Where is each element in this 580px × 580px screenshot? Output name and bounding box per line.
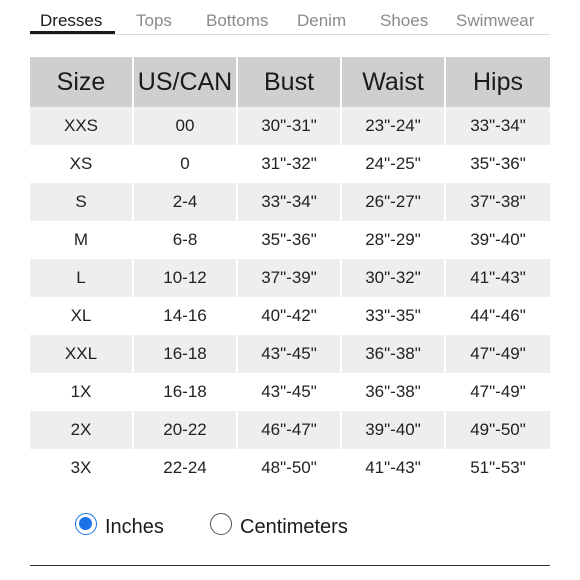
cell-hips: 47"-49" [446, 335, 550, 373]
cell-us-can: 6-8 [134, 221, 238, 259]
cell-size: XXS [30, 107, 134, 145]
tab-shoes[interactable]: Shoes [380, 11, 429, 30]
cell-hips: 44"-46" [446, 297, 550, 335]
cell-bust: 33"-34" [238, 183, 342, 221]
cell-hips: 39"-40" [446, 221, 550, 259]
table-row [30, 145, 550, 183]
cell-bust: 30"-31" [238, 107, 342, 145]
table-row [30, 411, 550, 449]
cell-bust: 37"-39" [238, 259, 342, 297]
cell-bust: 48"-50" [238, 449, 342, 487]
unit-option-centimeters[interactable] [210, 508, 348, 539]
cell-hips: 41"-43" [446, 259, 550, 297]
cell-hips: 49"-50" [446, 411, 550, 449]
unit-selector [75, 508, 495, 540]
cell-waist: 28"-29" [342, 221, 446, 259]
cell-bust: 31"-32" [238, 145, 342, 183]
column-header-bust: Bust [238, 57, 342, 107]
cell-us-can: 0 [134, 145, 238, 183]
table-row [30, 449, 550, 487]
cell-bust: 43"-45" [238, 373, 342, 411]
centimeters-radio[interactable] [210, 513, 232, 535]
tab-tops[interactable]: Tops [136, 11, 172, 30]
cell-waist: 36"-38" [342, 373, 446, 411]
cell-size: XL [30, 297, 134, 335]
column-header-us-can: US/CAN [134, 57, 238, 107]
tab-swimwear[interactable]: Swimwear [456, 11, 535, 30]
cell-us-can: 14-16 [134, 297, 238, 335]
cell-bust: 35"-36" [238, 221, 342, 259]
active-tab-indicator [30, 31, 115, 34]
cell-us-can: 16-18 [134, 335, 238, 373]
cell-size: XS [30, 145, 134, 183]
table-row [30, 373, 550, 411]
cell-us-can: 00 [134, 107, 238, 145]
cell-size: M [30, 221, 134, 259]
cell-size: 3X [30, 449, 134, 487]
table-row [30, 259, 550, 297]
cell-waist: 41"-43" [342, 449, 446, 487]
cell-waist: 23"-24" [342, 107, 446, 145]
table-row [30, 107, 550, 145]
cell-size: 1X [30, 373, 134, 411]
cell-waist: 33"-35" [342, 297, 446, 335]
tab-bottoms[interactable]: Bottoms [206, 11, 269, 30]
table-row [30, 183, 550, 221]
bottom-divider [30, 565, 550, 566]
cell-waist: 30"-32" [342, 259, 446, 297]
cell-bust: 40"-42" [238, 297, 342, 335]
cell-hips: 51"-53" [446, 449, 550, 487]
cell-waist: 39"-40" [342, 411, 446, 449]
tab-denim[interactable]: Denim [297, 11, 347, 30]
cell-size: 2X [30, 411, 134, 449]
unit-option-inches[interactable] [75, 508, 164, 539]
cell-bust: 46"-47" [238, 411, 342, 449]
cell-us-can: 16-18 [134, 373, 238, 411]
cell-size: XXL [30, 335, 134, 373]
cell-us-can: 2-4 [134, 183, 238, 221]
table-row [30, 297, 550, 335]
table-header-row [30, 57, 550, 107]
inches-label: Inches [105, 516, 164, 538]
cell-waist: 36"-38" [342, 335, 446, 373]
inches-radio[interactable] [75, 513, 97, 535]
cell-hips: 35"-36" [446, 145, 550, 183]
tab-dresses[interactable]: Dresses [40, 11, 103, 30]
cell-waist: 26"-27" [342, 183, 446, 221]
cell-hips: 33"-34" [446, 107, 550, 145]
centimeters-label: Centimeters [240, 516, 348, 538]
table-row [30, 335, 550, 373]
cell-hips: 47"-49" [446, 373, 550, 411]
cell-us-can: 10-12 [134, 259, 238, 297]
cell-bust: 43"-45" [238, 335, 342, 373]
cell-us-can: 22-24 [134, 449, 238, 487]
column-header-hips: Hips [446, 57, 550, 107]
size-chart-table [30, 57, 550, 487]
cell-size: L [30, 259, 134, 297]
column-header-waist: Waist [342, 57, 446, 107]
cell-waist: 24"-25" [342, 145, 446, 183]
cell-hips: 37"-38" [446, 183, 550, 221]
cell-size: S [30, 183, 134, 221]
cell-us-can: 20-22 [134, 411, 238, 449]
table-row [30, 221, 550, 259]
column-header-size: Size [30, 57, 134, 107]
category-tabs [30, 0, 550, 35]
